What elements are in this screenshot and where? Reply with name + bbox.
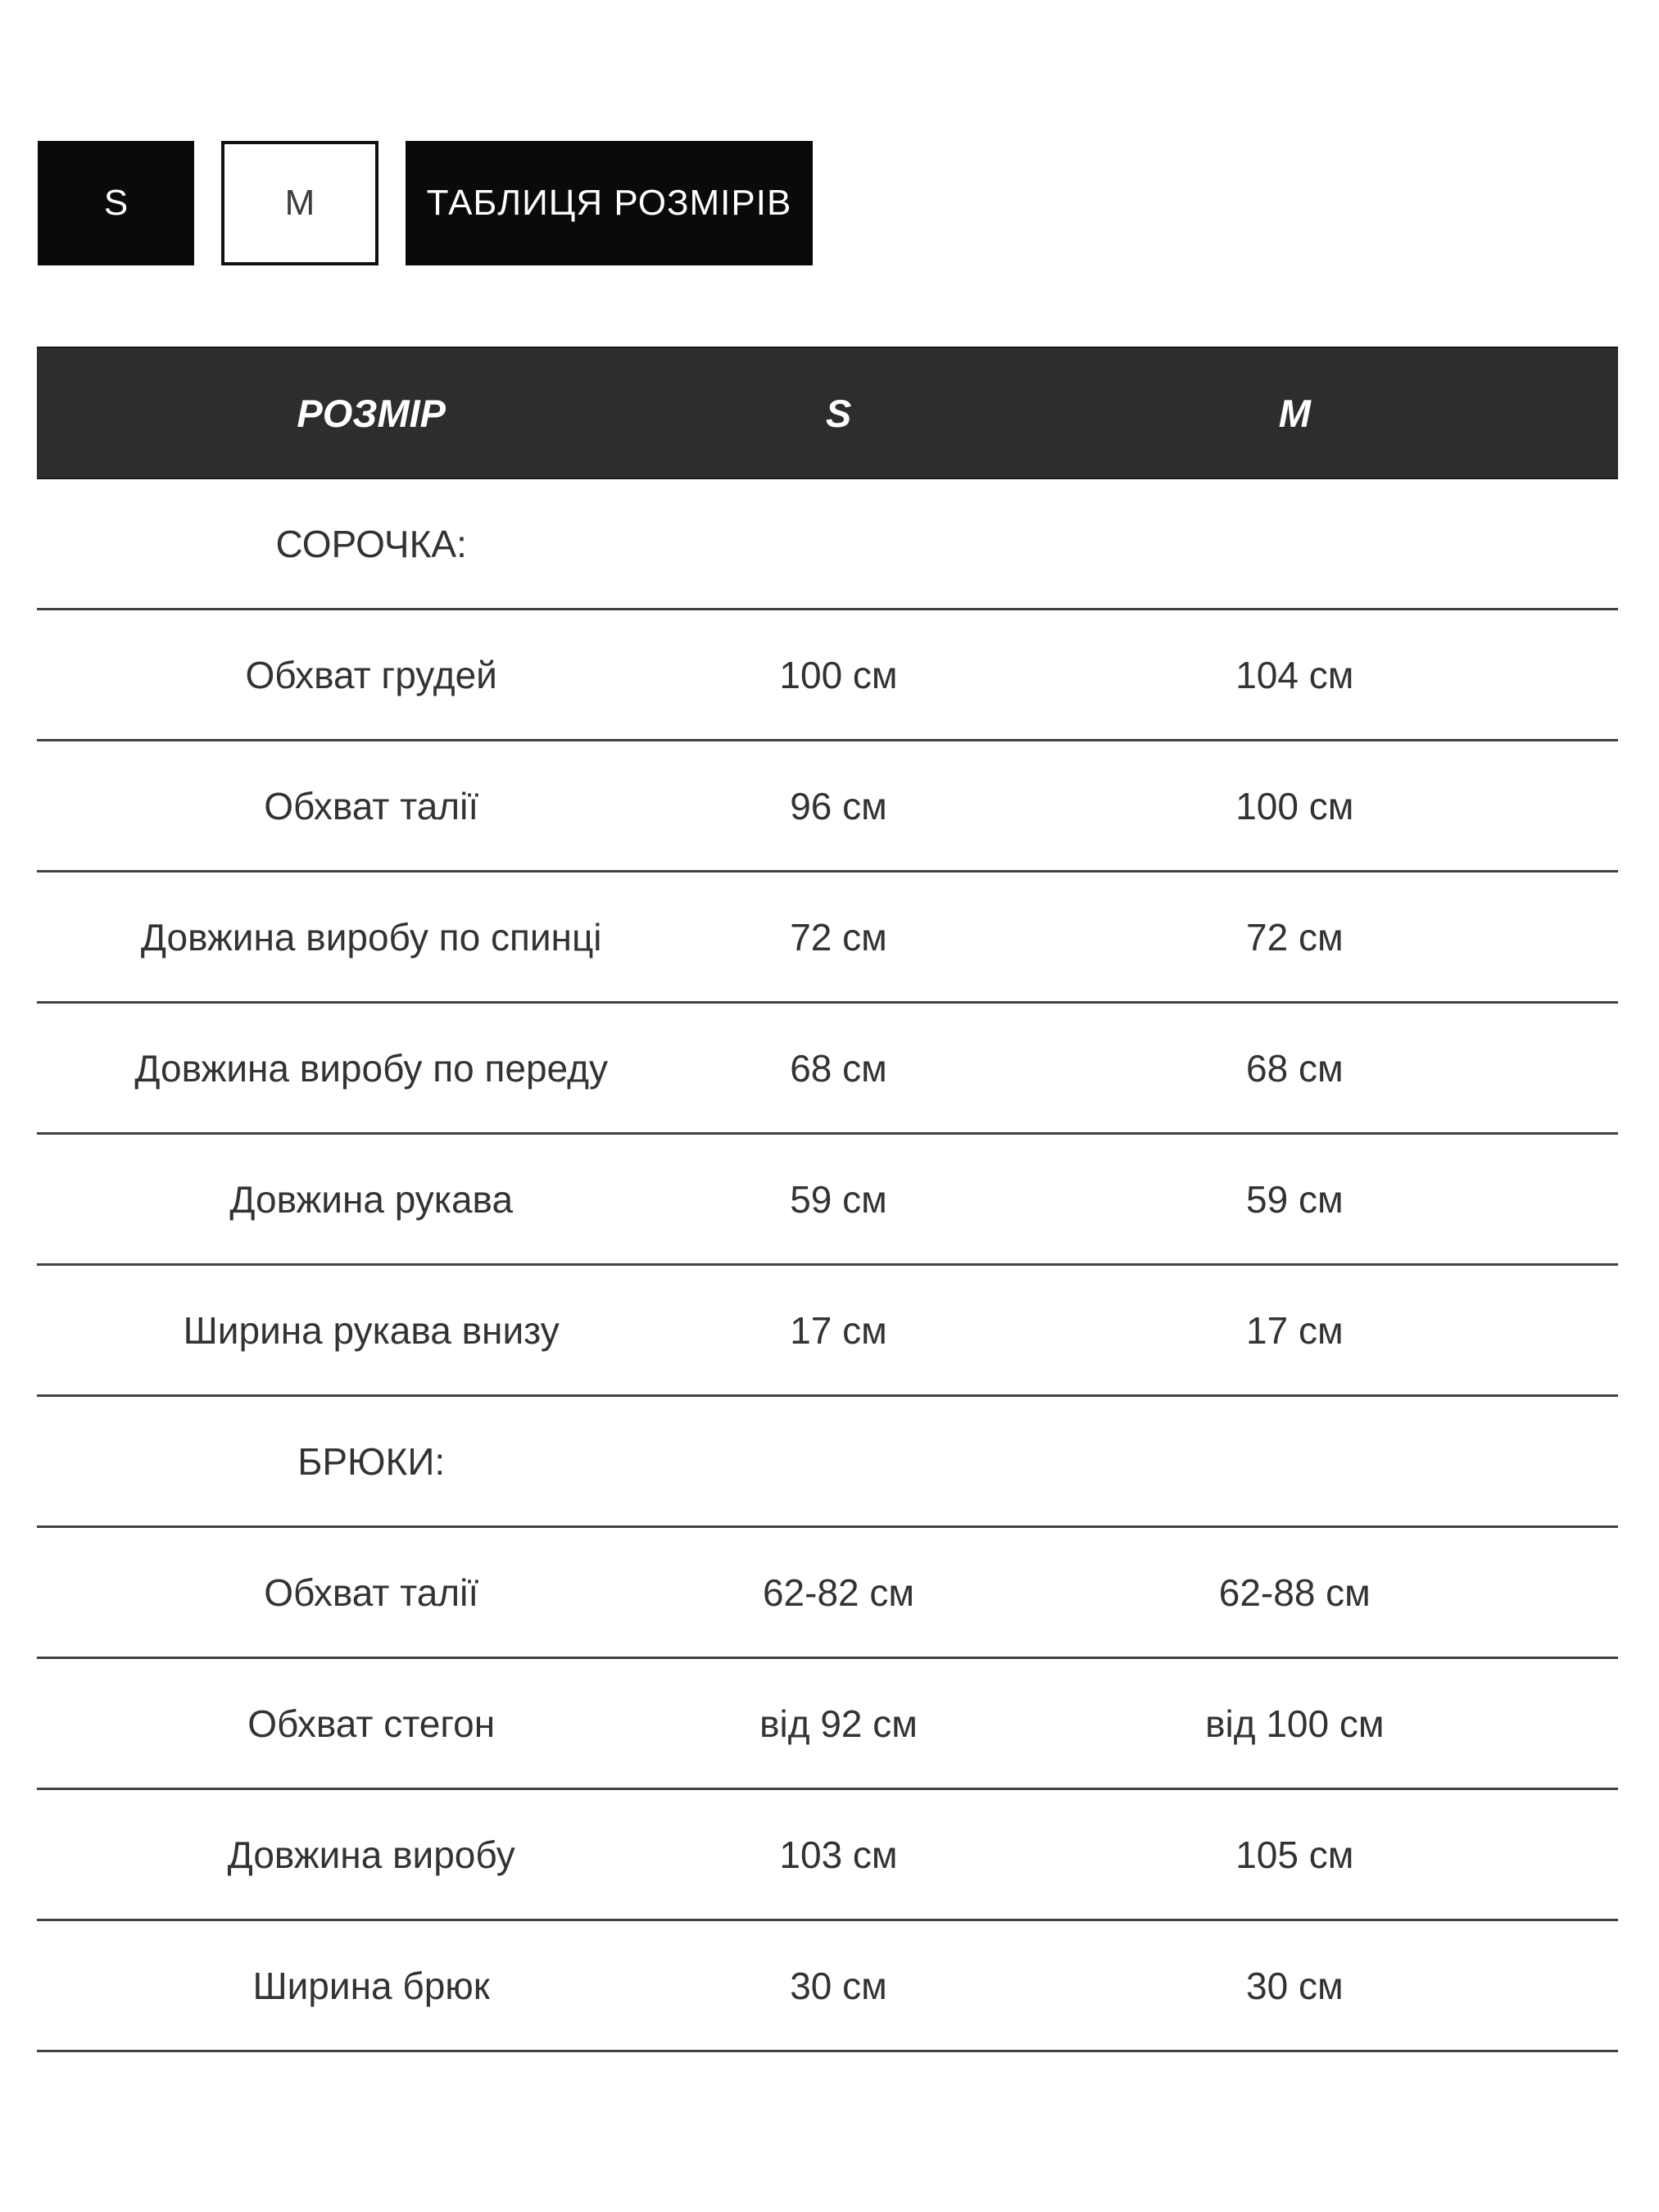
cell-s-value: 103 см bbox=[779, 1833, 898, 1876]
row-label: Довжина виробу по переду bbox=[134, 1046, 608, 1090]
cell-s-value: 62-82 см bbox=[762, 1571, 915, 1614]
cell-s-value: від 92 см bbox=[759, 1702, 918, 1745]
section-label: БРЮКИ: bbox=[297, 1439, 446, 1483]
table-row bbox=[37, 1790, 1618, 1921]
cell-s-value: 68 см bbox=[790, 1046, 887, 1090]
cell-m-value: 104 см bbox=[1235, 653, 1354, 696]
cell-m-value: 105 см bbox=[1235, 1833, 1354, 1876]
row-label: Довжина рукава bbox=[229, 1177, 514, 1221]
table-header-row bbox=[37, 347, 1618, 479]
cell-s-value: 96 см bbox=[790, 784, 887, 827]
cell-m-value: від 100 см bbox=[1205, 1702, 1385, 1745]
row-label: Обхват талії bbox=[264, 1571, 479, 1614]
section-label: СОРОЧКА: bbox=[275, 522, 467, 565]
header-cell-m: M bbox=[1278, 391, 1311, 435]
cell-s-value: 72 см bbox=[790, 915, 887, 959]
table-row bbox=[37, 1135, 1618, 1266]
cell-m-value: 30 см bbox=[1246, 1964, 1344, 2007]
table-row bbox=[37, 1266, 1618, 1397]
row-label: Ширина брюк bbox=[252, 1964, 490, 2007]
cell-m-value: 59 см bbox=[1246, 1177, 1344, 1221]
cell-m-value: 100 см bbox=[1235, 784, 1354, 827]
section-row bbox=[37, 1397, 1618, 1528]
row-label: Обхват грудей bbox=[245, 653, 497, 696]
row-label: Обхват стегон bbox=[247, 1702, 496, 1745]
size-selector-row bbox=[38, 141, 813, 265]
row-label: Довжина виробу bbox=[227, 1833, 515, 1876]
cell-m-value: 72 см bbox=[1246, 915, 1344, 959]
size-table-button[interactable]: ТАБЛИЦЯ РОЗМІРІВ bbox=[406, 141, 813, 265]
table-row bbox=[37, 741, 1618, 873]
cell-m-value: 17 см bbox=[1246, 1308, 1344, 1352]
section-row bbox=[37, 479, 1618, 610]
row-label: Довжина виробу по спинці bbox=[140, 915, 602, 959]
cell-m-value: 68 см bbox=[1246, 1046, 1344, 1090]
row-label: Ширина рукава внизу bbox=[183, 1308, 560, 1352]
table-row bbox=[37, 873, 1618, 1004]
header-cell-s: S bbox=[825, 391, 852, 435]
size-table bbox=[37, 347, 1618, 2052]
cell-m-value: 62-88 см bbox=[1218, 1571, 1371, 1614]
table-row bbox=[37, 610, 1618, 741]
table-row bbox=[37, 1921, 1618, 2052]
cell-s-value: 30 см bbox=[790, 1964, 887, 2007]
size-button-m[interactable]: M bbox=[221, 141, 378, 265]
table-row bbox=[37, 1004, 1618, 1135]
table-row bbox=[37, 1528, 1618, 1659]
row-label: Обхват талії bbox=[264, 784, 479, 827]
size-button-s[interactable]: S bbox=[38, 141, 194, 265]
cell-s-value: 59 см bbox=[790, 1177, 887, 1221]
cell-s-value: 100 см bbox=[779, 653, 898, 696]
header-cell-size: РОЗМІР bbox=[297, 391, 446, 435]
cell-s-value: 17 см bbox=[790, 1308, 887, 1352]
table-row bbox=[37, 1659, 1618, 1790]
